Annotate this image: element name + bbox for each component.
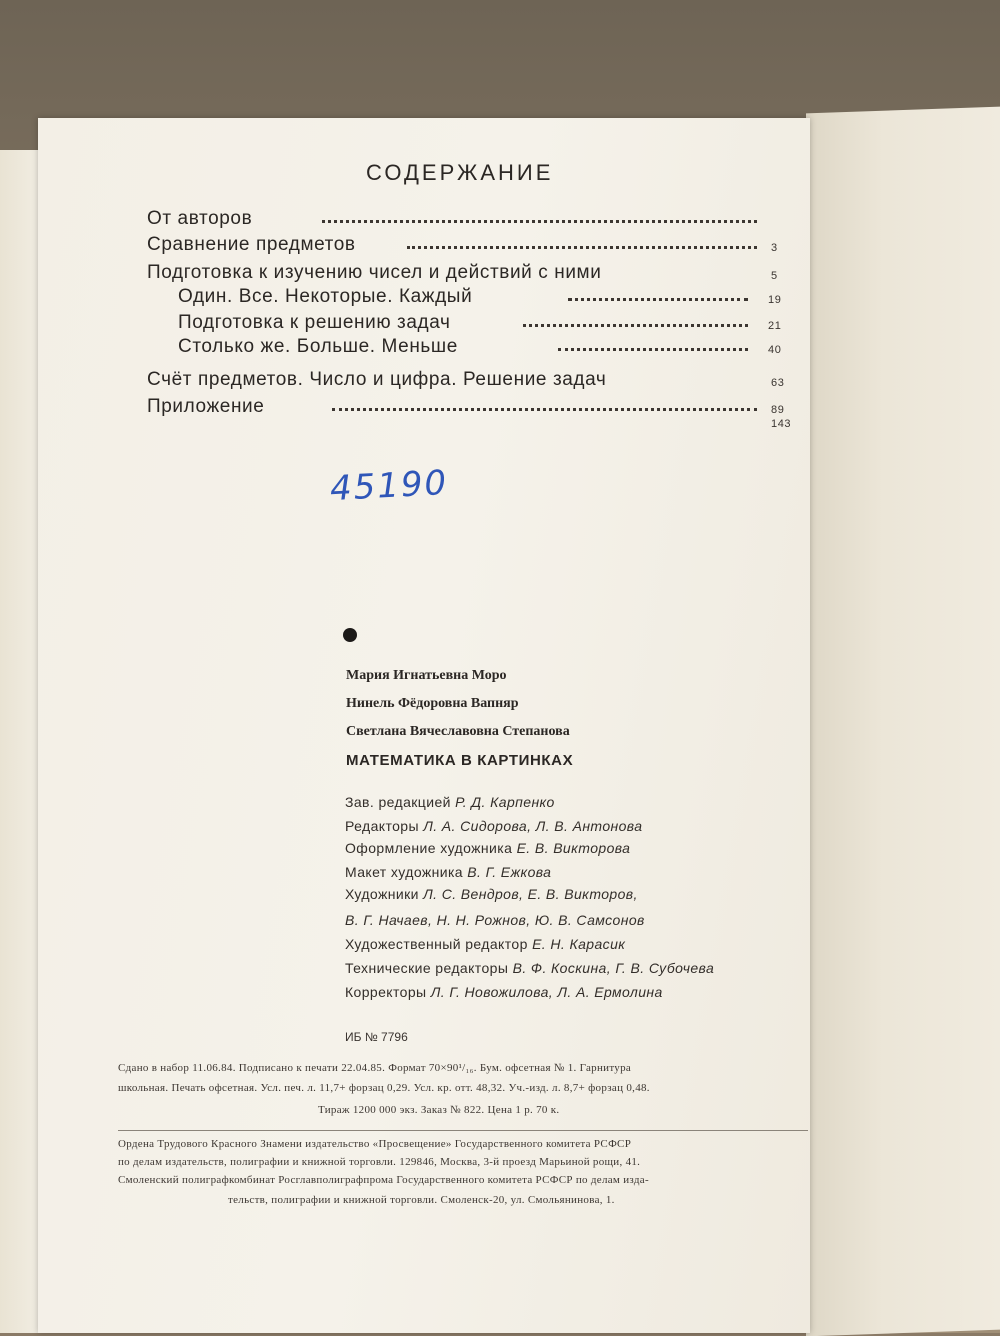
credit-names: Р. Д. Карпенко — [455, 794, 555, 810]
credit-line — [345, 886, 638, 902]
toc-entry — [178, 336, 788, 364]
toc-leader-dots — [332, 402, 757, 411]
toc-entry-title: Подготовка к изучению чисел и действий с ними — [147, 262, 602, 283]
imprint-line: Тираж 1200 000 экз. Заказ № 822. Цена 1 р. 70 к. — [318, 1104, 560, 1116]
credit-names: Л. Г. Новожилова, Л. А. Ермолина — [430, 984, 663, 1000]
toc-page-number: 19 — [768, 294, 782, 306]
toc-page-number: 89 — [771, 404, 785, 416]
toc-leader-dots — [523, 318, 748, 327]
toc-leader-dots — [322, 214, 757, 223]
credit-line — [345, 912, 645, 928]
credit-line — [345, 840, 630, 856]
toc-entry-title: Сравнение предметов — [147, 234, 356, 255]
imprint-line: Сдано в набор 11.06.84. Подписано к печати 22.04.85. Формат 70×90¹/₁₆. Бум. офсетная № 1. Гарнитура — [118, 1062, 632, 1074]
toc-entry-title: Один. Все. Некоторые. Каждый — [178, 286, 473, 307]
credit-names: В. Ф. Коскина, Г. В. Субочева — [512, 960, 715, 976]
imprint-line: по делам издательств, полиграфии и книжной торговли. 129846, Москва, 3-й проезд Марьиной рощи, 41. — [118, 1156, 641, 1168]
toc-entry — [147, 369, 787, 397]
contents-heading: СОДЕРЖАНИЕ — [366, 160, 554, 185]
credit-role: Технические редакторы — [345, 960, 509, 976]
toc-entry-title: Столько же. Больше. Меньше — [178, 336, 458, 357]
author-name: Нинель Фёдоровна Вапняр — [346, 696, 519, 711]
author-name: Светлана Вячеславовна Степанова — [346, 724, 570, 739]
credit-line — [345, 960, 714, 976]
toc-entry — [147, 396, 787, 424]
toc-entry — [178, 286, 788, 314]
credit-line — [345, 984, 663, 1000]
credit-line — [345, 794, 555, 810]
credit-names: В. Г. Ежкова — [467, 864, 552, 880]
toc-entry-title: Счёт предметов. Число и цифра. Решение задач — [147, 369, 607, 390]
credit-line — [345, 818, 642, 834]
bullet-mark — [343, 628, 357, 642]
credit-role: Корректоры — [345, 984, 427, 1000]
credit-names: В. Г. Начаев, Н. Н. Рожнов, Ю. В. Самсонов — [345, 912, 645, 928]
credit-line — [345, 864, 551, 880]
imprint-line: тельств, полиграфии и книжной торговли. Смоленск-20, ул. Смольянинова, 1. — [228, 1194, 615, 1206]
toc-entry-title: Приложение — [147, 396, 265, 417]
imprint-line: Смоленский полиграфкомбинат Росглавполиграфпрома Государственного комитета РСФСР по делам изда- — [118, 1174, 649, 1186]
toc-page-number: 3 — [771, 242, 778, 254]
imprint-line: Ордена Трудового Красного Знамени издательство «Просвещение» Государственного комитета РСФСР — [118, 1138, 632, 1150]
toc-page-number: 143 — [771, 418, 792, 430]
credit-names: Л. С. Вендров, Е. В. Викторов, — [423, 886, 638, 902]
toc-extra-page — [771, 418, 811, 446]
credit-names: Л. А. Сидорова, Л. В. Антонова — [423, 818, 643, 834]
credit-names: Е. Н. Карасик — [532, 936, 626, 952]
credit-line — [345, 936, 625, 952]
credit-role: Макет художника — [345, 864, 463, 880]
credit-role: Художественный редактор — [345, 936, 528, 952]
toc-entry-title: От авторов — [147, 208, 253, 229]
credit-role: Оформление художника — [345, 840, 513, 856]
imprint-line: школьная. Печать офсетная. Усл. печ. л. 11,7+ форзац 0,29. Усл. кр. отт. 48,32. Уч.-изд. л. 8,7+ форзац 0,48. — [118, 1082, 650, 1094]
toc-leader-dots — [558, 342, 748, 351]
toc-leader-dots — [407, 240, 757, 249]
toc-entry — [147, 234, 787, 262]
toc-page-number: 40 — [768, 344, 782, 356]
right-page-edge — [806, 107, 1000, 1336]
imprint-divider — [118, 1130, 808, 1131]
toc-page-number: 5 — [771, 270, 778, 282]
credit-role: Редакторы — [345, 818, 419, 834]
book-title: МАТЕМАТИКА В КАРТИНКАХ — [346, 752, 574, 769]
author-name: Мария Игнатьевна Моро — [346, 668, 507, 683]
toc-entry-title: Подготовка к решению задач — [178, 312, 451, 333]
ib-number: ИБ № 7796 — [345, 1030, 408, 1044]
credit-names: Е. В. Викторова — [516, 840, 631, 856]
toc-page-number: 21 — [768, 320, 782, 332]
credit-role: Зав. редакцией — [345, 794, 451, 810]
toc-entry — [147, 208, 777, 236]
toc-page-number: 63 — [771, 377, 785, 389]
toc-leader-dots — [568, 292, 748, 301]
handwritten-inventory-number: 45190 — [329, 462, 450, 510]
credit-role: Художники — [345, 886, 419, 902]
